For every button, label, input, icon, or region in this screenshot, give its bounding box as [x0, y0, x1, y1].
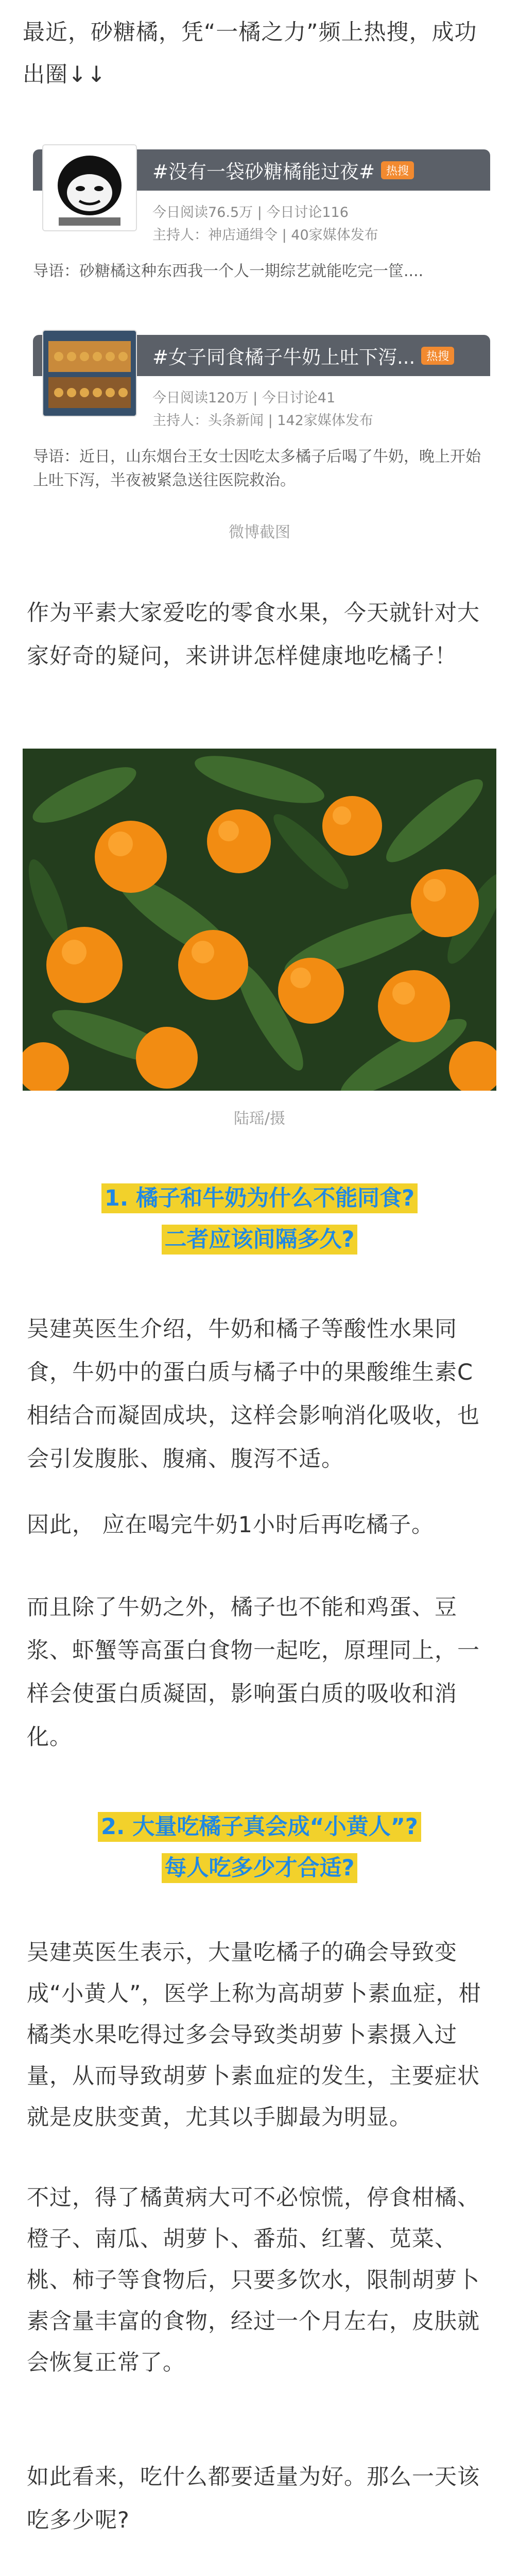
- paragraph-milk-orange: 吴建英医生介绍，牛奶和橘子等酸性水果同食，牛奶中的蛋白质与橘子中的果酸维生素C相结合而凝固成块，这样会影响消化吸收，也会引发腹胀、腹痛、腹泻不适。: [27, 1316, 480, 1472]
- heading-2-line-1: 2. 大量吃橘子真会成“小黄人”?: [98, 1812, 421, 1842]
- paragraph-interval: 因此， 应在喝完牛奶1小时后再吃橘子。: [27, 1512, 435, 1538]
- card-2-hot-badge: 热搜: [421, 347, 454, 365]
- card-1-hot-badge: 热搜: [381, 161, 414, 179]
- paragraph-intro: 作为平素大家爱吃的零食水果，今天就针对大家好奇的疑问，来讲讲怎样健康地吃橘子！: [27, 600, 480, 669]
- section-heading-2: [0, 1806, 519, 1889]
- card-1-stats-host: 主持人：神店通缉令 | 40家媒体发布: [152, 227, 378, 243]
- paragraph-recovery: 不过，得了橘黄病大可不必惊慌，停食柑橘、橙子、南瓜、胡萝卜、番茄、红薯、苋菜、桃、柿子等食物后，只要多饮水，限制胡萝卜素含量丰富的食物，经过一个月左右，皮肤就会恢复正常了。: [27, 2185, 480, 2376]
- paragraph-protein-foods: 而且除了牛奶之外，橘子也不能和鸡蛋、豆浆、虾蟹等高蛋白食物一起吃，原理同上，一样会使蛋白质凝固，影响蛋白质的吸收和消化。: [27, 1595, 480, 1750]
- heading-2-line-2: 每人吃多少才合适?: [162, 1853, 358, 1883]
- intro-text: 最近，砂糖橘，凭“一橘之力”频上热搜，成功出圈↓↓: [23, 20, 477, 88]
- weibo-topic-card-1[interactable]: [33, 149, 490, 314]
- photo-credit-caption: 陆瑶/摄: [233, 1110, 286, 1128]
- card-1-guide-text: 导语：砂糖橘这种东西我一个人一期综艺就能吃完一筐....: [33, 262, 424, 280]
- meme-face-thumbnail: [42, 144, 137, 231]
- section-heading-1: [0, 1178, 519, 1260]
- paragraph-dietary-guideline: [27, 2569, 493, 2576]
- weibo-topic-card-2[interactable]: [33, 335, 490, 500]
- card-2-guide-text: 导语：近日，山东烟台王女士因吃太多橘子后喝了牛奶，晚上开始上吐下泻，半夜被紧急送往医院救治。: [33, 448, 481, 489]
- card-2-stats-reads: 今日阅读120万 | 今日讨论41: [152, 390, 336, 406]
- heading-1-line-2: 二者应该间隔多久?: [162, 1225, 358, 1255]
- oranges-photo: [23, 749, 496, 1091]
- paragraph-moderation: 如此看来，吃什么都要适量为好。那么一天该吃多少呢?: [27, 2464, 480, 2533]
- heading-1-line-1: 1. 橘子和牛奶为什么不能同食?: [101, 1183, 418, 1213]
- card-1-stats-reads: 今日阅读76.5万 | 今日讨论116: [152, 205, 349, 221]
- card-2-stats-host: 主持人：头条新闻 | 142家媒体发布: [152, 413, 373, 429]
- weibo-screenshot-caption: 微博截图: [229, 523, 290, 541]
- news-photo-thumbnail: [42, 330, 137, 417]
- card-1-title[interactable]: #没有一袋砂糖橘能过夜#: [152, 161, 375, 183]
- card-2-title[interactable]: #女子同食橘子牛奶上吐下泻...: [152, 346, 416, 368]
- paragraph-carotenemia: 吴建英医生表示，大量吃橘子的确会导致变成“小黄人”，医学上称为高胡萝卜素血症，柑橘类水果吃得过多会导致类胡萝卜素摄入过量，从而导致胡萝卜素血症的发生，主要症状就是皮肤变黄，尤其以手脚最为明显。: [27, 1940, 481, 2130]
